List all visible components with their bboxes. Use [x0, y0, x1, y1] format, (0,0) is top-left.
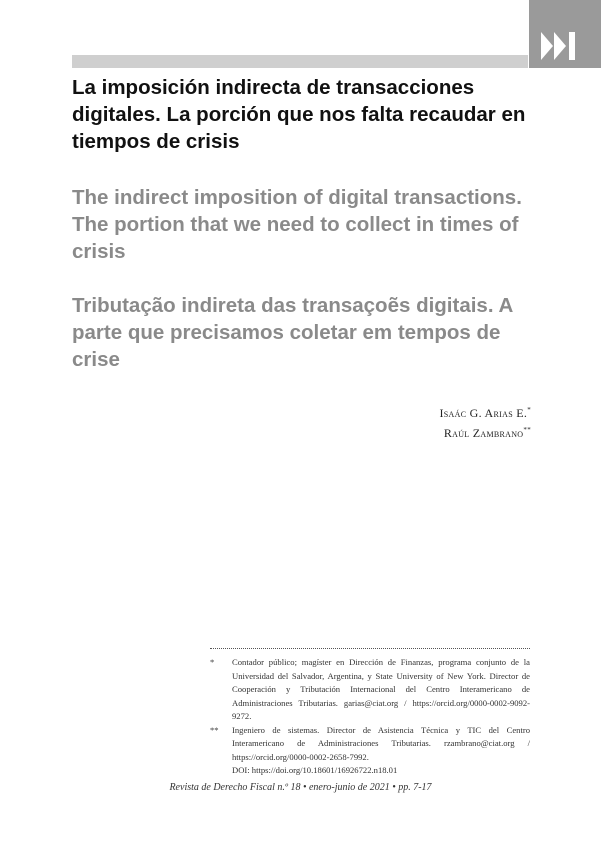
corner-tab[interactable] [529, 0, 601, 68]
footnote [210, 724, 530, 765]
footnote [210, 656, 530, 724]
author [440, 402, 531, 422]
journal-footer: Revista de Derecho Fiscal n.º 18 • enero-junio de 2021 • pp. 7-17 [169, 782, 432, 793]
title-portuguese: Tributação indireta das transaçoẽs digitais. A parte que precisamos coletar em tempos de crise [72, 294, 513, 371]
footnote-mark: * [527, 406, 531, 414]
footnote-mark [210, 764, 232, 778]
author [440, 422, 531, 442]
footnote-text: Ingeniero de sistemas. Director de Asistencia Técnica y TIC del Centro Interamericano de Administraciones Tributarias. rzambrano@ciat.org / https://orcid.org/0000-0002-2658-7992. [232, 724, 530, 762]
author-name: Raúl Zambrano [443, 426, 524, 440]
title-spanish: La imposición indirecta de transacciones digitales. La porción que nos falta recaudar en tiempos de crisis [72, 76, 526, 153]
footnote-mark: * [210, 657, 215, 667]
author-list [440, 402, 531, 442]
footnote-mark: ** [523, 426, 531, 434]
title-english: The indirect imposition of digital transactions. The portion that we need to collect in times of crisis [72, 186, 522, 263]
doi-text: DOI: https://doi.org/10.18601/16926722.n18.01 [232, 765, 398, 775]
footnote-mark: ** [210, 724, 219, 735]
footnote [210, 764, 530, 778]
footnote-divider [210, 648, 530, 649]
footnotes [210, 656, 530, 778]
footnote-text: Contador público; magíster en Dirección de Finanzas, programa conjunto de la Universidad del Salvador, Argentina, y State University of New York. Director de Cooperación y Tributación Internacional del Centro Interamericano de Administraciones Tributarias. garias@ciat.org / https://orcid.org/0000-0002-9092-9272. [232, 657, 530, 721]
header-bar [72, 55, 528, 68]
author-name: Isaác G. Arias E. [439, 406, 528, 420]
fast-forward-icon [539, 30, 581, 62]
